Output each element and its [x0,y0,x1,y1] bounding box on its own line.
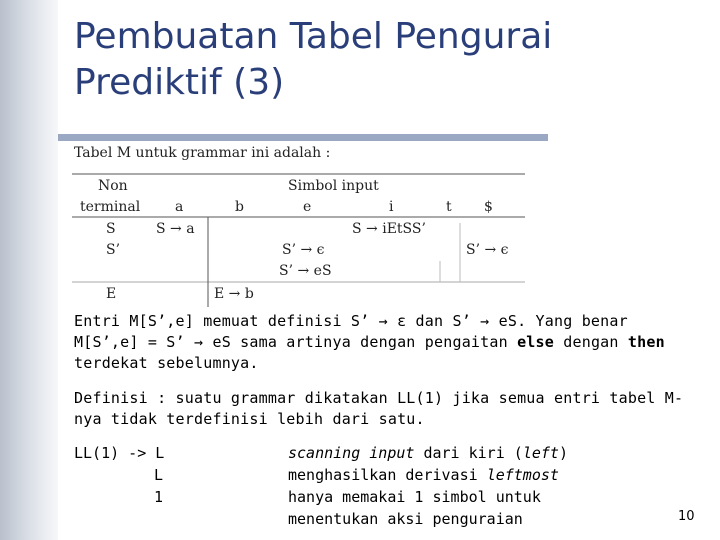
paragraph1-text-b: dengan [554,333,628,351]
col-dollar: $ [484,199,493,215]
title-line-2: Prediktif (3) [74,62,285,103]
cell-s-a: S → a [156,221,195,237]
col-b: b [235,199,244,215]
keyword-else: else [517,333,555,351]
page-number: 10 [678,509,695,524]
keyword-then: then [627,333,665,351]
ll1-line-2: L [154,466,164,484]
desc-leftmost: leftmost [486,466,559,484]
header-symbol-input: Simbol input [288,178,379,194]
ll1-line-1: LL(1) -> L [74,444,165,462]
left-decorative-bar [0,0,58,540]
slide-title [74,14,694,106]
desc-scanning-input: scanning input [288,444,415,462]
col-a: a [175,199,184,215]
header-non: Non [98,178,128,194]
table-caption: Tabel M untuk grammar ini adalah : [74,145,331,161]
desc-line-1 [288,442,608,464]
cell-s2-e1: S’ → ϵ [282,242,325,258]
row-s-label: S [106,221,116,237]
parsing-table-figure [72,143,527,307]
title-underline [58,134,548,141]
cell-s-i: S → iEtSS’ [352,221,426,237]
desc-line-2 [288,464,608,486]
cell-e-b: E → b [214,286,254,302]
desc-close-paren: ) [558,444,568,462]
paragraph1-text-a: Entri M[S’,e] memuat definisi S’ → ε dan S’ → eS. Yang benar M[S’,e] = S’ → eS sama artinya dengan pengaitan [74,312,628,351]
row-s2-label: S’ [106,242,121,258]
cell-s2-e2: S’ → eS [279,263,332,279]
desc-line2-plain: menghasilkan derivasi [288,466,487,484]
desc-line1-rest: dari kiri ( [414,444,523,462]
paragraph-definition: Definisi : suatu grammar dikatakan LL(1) jika semua entri tabel M-nya tidak terdefinisi lebih dari satu. [74,389,684,428]
title-line-1: Pembuatan Tabel Pengurai [74,16,553,57]
row-e-label: E [106,286,117,302]
ll1-breakdown [74,442,194,508]
col-e: e [303,199,312,215]
desc-line-3: hanya memakai 1 simbol untuk [288,488,541,506]
header-terminal: terminal [80,199,141,215]
ll1-line-3: 1 [154,488,164,506]
cell-s2-dollar: S’ → ϵ [466,242,509,258]
desc-line-4: menentukan aksi penguraian [288,510,523,528]
parsing-table-svg [72,143,527,307]
paragraph-entry [74,311,694,374]
col-i: i [389,199,394,215]
ll1-description [288,442,608,530]
paragraph1-text-c: terdekat sebelumnya. [74,354,259,372]
col-t: t [446,199,452,215]
desc-left: left [522,444,559,462]
